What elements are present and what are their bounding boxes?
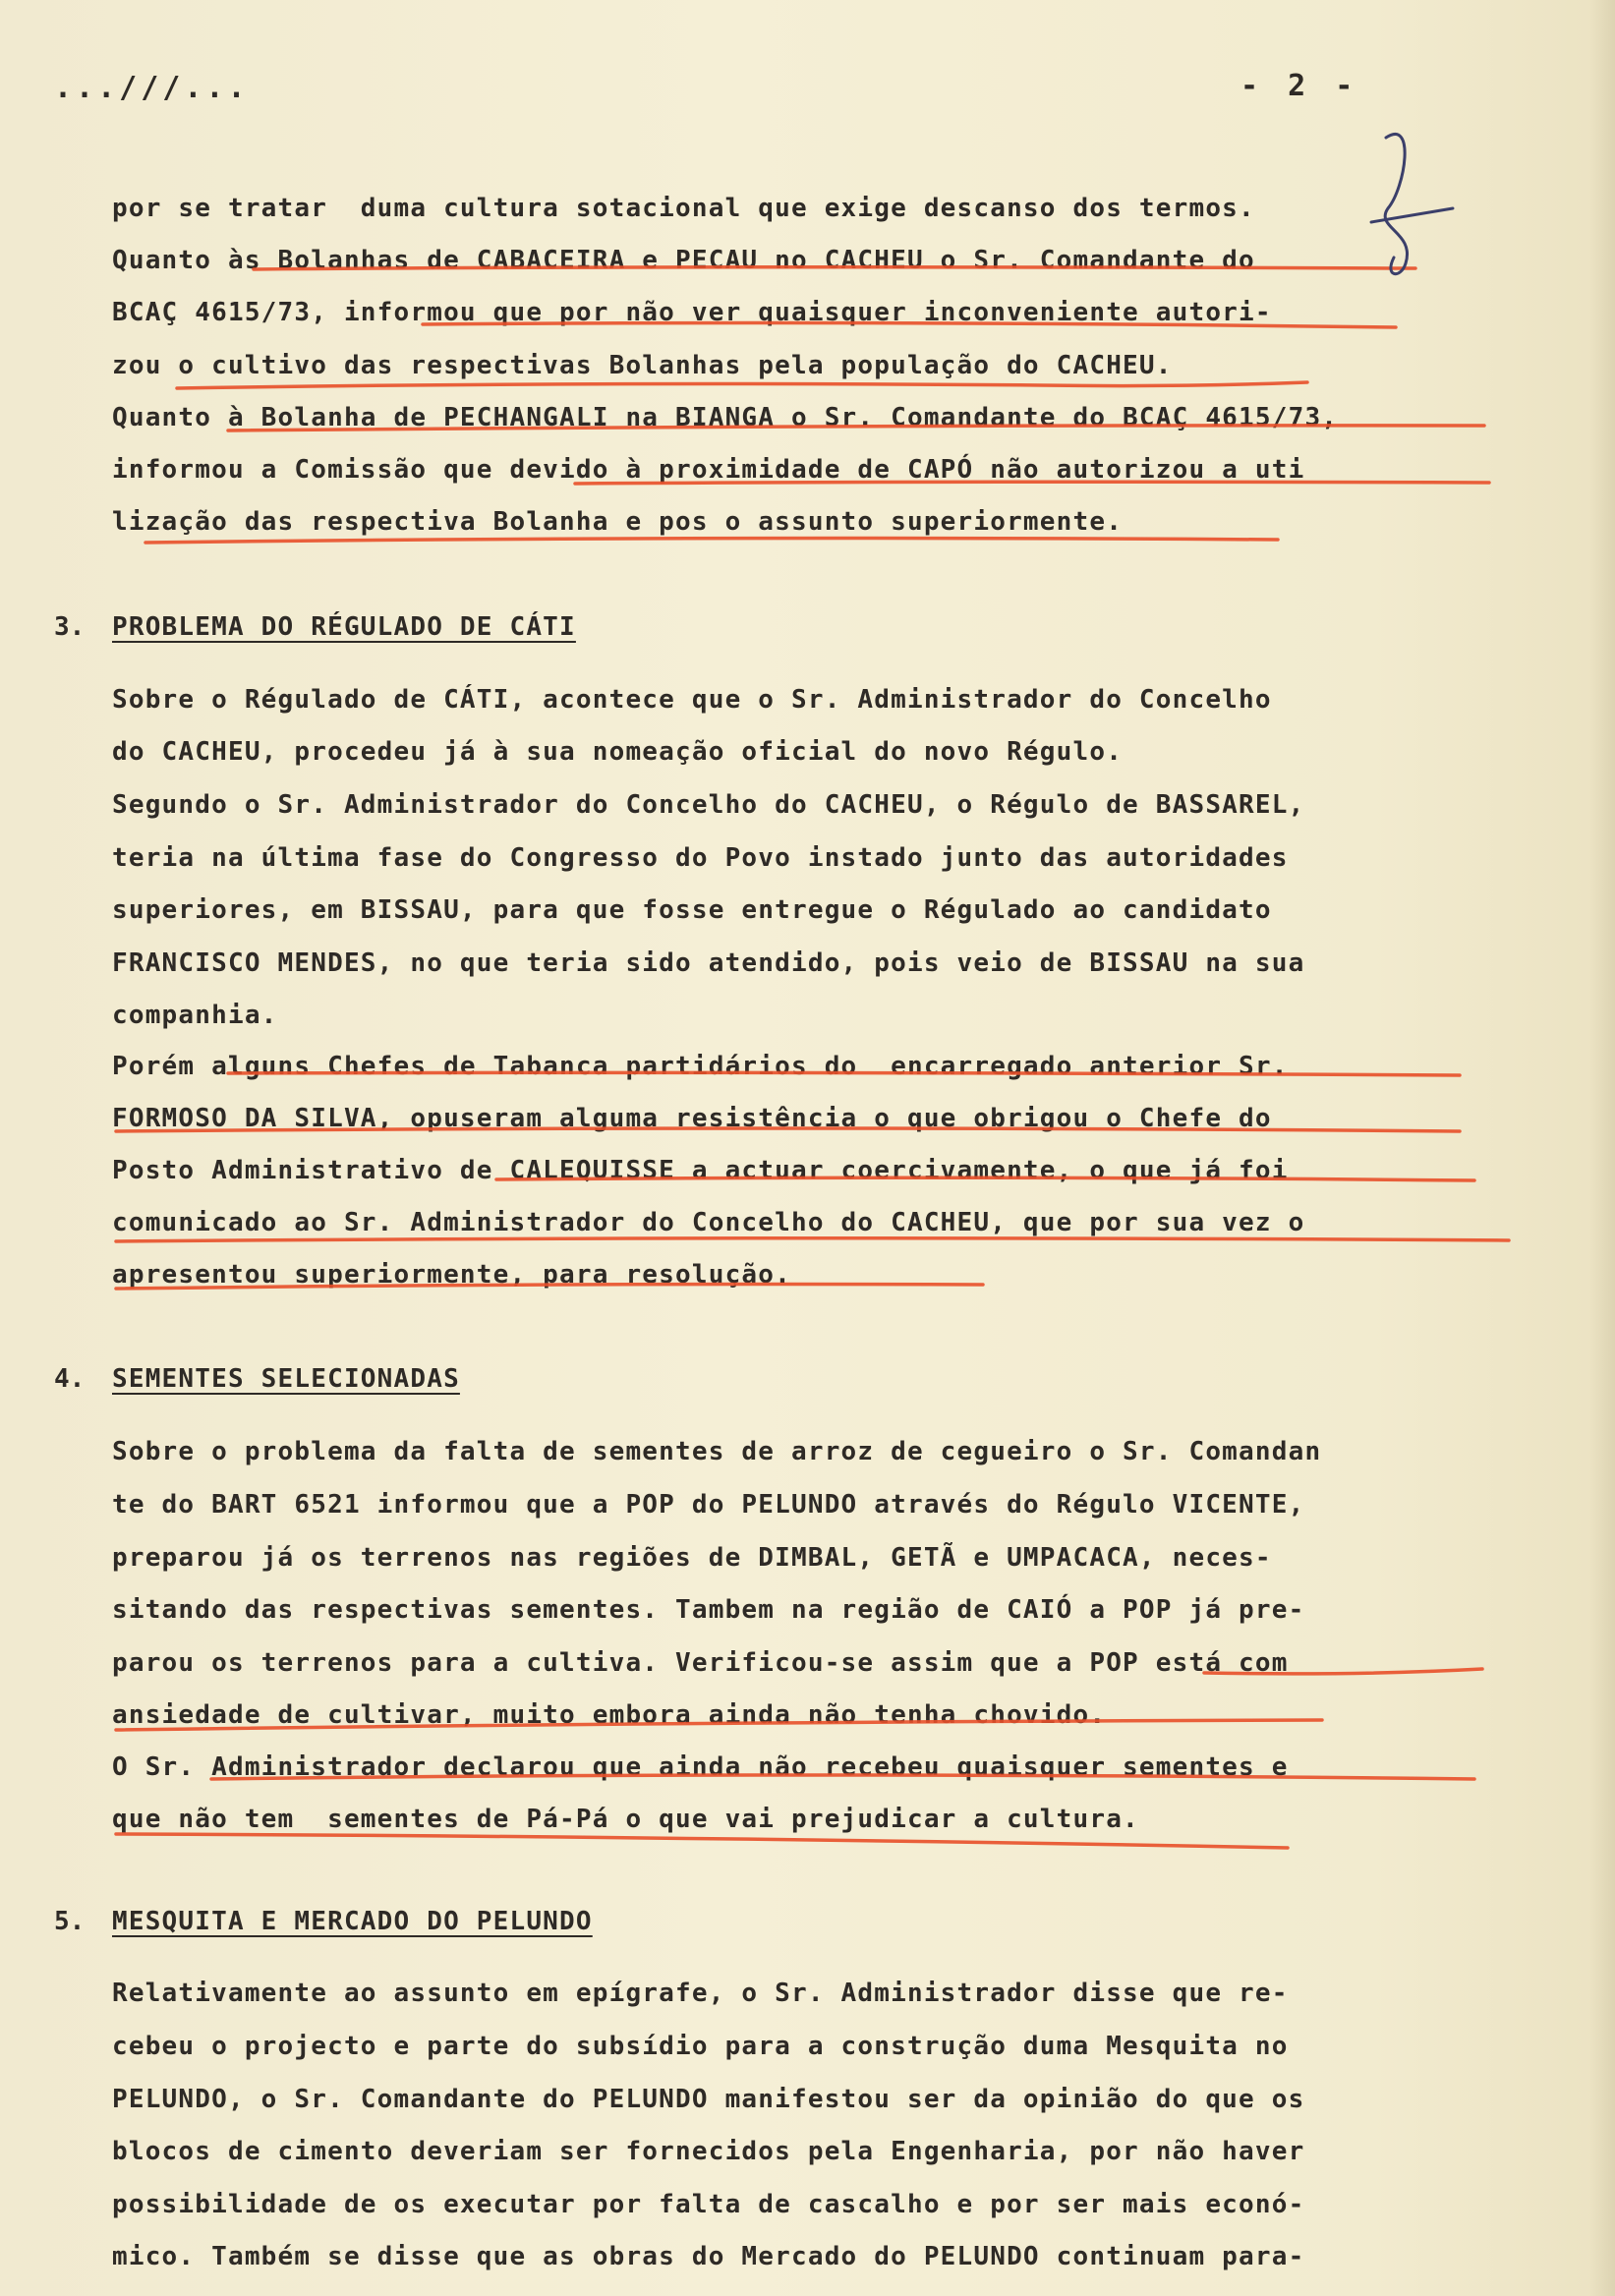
section-heading: MESQUITA E MERCADO DO PELUNDO	[112, 1907, 593, 1936]
signature-mark	[1371, 134, 1453, 273]
text-line: comunicado ao Sr. Administrador do Concelho do CACHEU, que por sua vez o	[112, 1208, 1305, 1237]
text-line: ansiedade de cultivar, muito embora ainda não tenha chovido.	[112, 1700, 1107, 1730]
section-heading: PROBLEMA DO RÉGULADO DE CÁTI	[112, 612, 576, 642]
text-line: teria na última fase do Congresso do Povo instado junto das autoridades	[112, 843, 1289, 873]
red-underline	[116, 1834, 1288, 1848]
text-line: Porém alguns Chefes de Tabanca partidários do encarregado anterior Sr.	[112, 1052, 1289, 1081]
red-underline	[496, 1177, 1474, 1180]
text-line: apresentou superiormente, para resolução.	[112, 1260, 791, 1290]
page-number: - 2 -	[1240, 69, 1359, 103]
text-line: preparou já os terrenos nas regiões de DIMBAL, GETÃ e UMPACACA, neces-	[112, 1543, 1272, 1573]
text-line: companhia.	[112, 1001, 278, 1030]
continuation-mark: ...///...	[54, 71, 250, 105]
text-line: cebeu o projecto e parte do subsídio para a construção duma Mesquita no	[112, 2032, 1289, 2061]
text-line: FRANCISCO MENDES, no que teria sido atendido, pois veio de BISSAU na sua	[112, 948, 1305, 978]
section-number: 5.	[54, 1907, 86, 1936]
text-line: Sobre o Régulado de CÁTI, acontece que o Sr. Administrador do Concelho	[112, 685, 1272, 715]
text-line: Quanto à Bolanha de PECHANGALI na BIANGA o Sr. Comandante do BCAÇ 4615/73,	[112, 403, 1339, 432]
text-line: Posto Administrativo de CALEQUISSE a actuar coercivamente, o que já foi	[112, 1156, 1289, 1185]
red-underline	[116, 1720, 1322, 1730]
text-line: PELUNDO, o Sr. Comandante do PELUNDO manifestou ser da opinião do que os	[112, 2085, 1305, 2114]
section-number: 3.	[54, 612, 86, 642]
text-line: Relativamente ao assunto em epígrafe, o Sr. Administrador disse que re-	[112, 1979, 1289, 2008]
text-line: Quanto às Bolanhas de CABACEIRA e PECAU no CACHEU o Sr. Comandante do	[112, 246, 1255, 275]
red-underline	[1204, 1669, 1482, 1674]
text-line: BCAÇ 4615/73, informou que por não ver quaisquer inconveniente autori-	[112, 298, 1272, 327]
red-underline	[116, 1128, 1460, 1131]
text-line: te do BART 6521 informou que a POP do PELUNDO através do Régulo VICENTE,	[112, 1490, 1305, 1520]
text-line: que não tem sementes de Pá-Pá o que vai prejudicar a cultura.	[112, 1805, 1139, 1834]
text-line: possibilidade de os executar por falta de cascalho e por ser mais econó-	[112, 2190, 1305, 2219]
red-underline	[116, 1285, 983, 1290]
text-line: blocos de cimento deveriam ser fornecidos pela Engenharia, por não haver	[112, 2137, 1305, 2166]
section-number: 4.	[54, 1364, 86, 1394]
red-underline	[145, 539, 1278, 543]
section-heading: SEMENTES SELECIONADAS	[112, 1364, 460, 1394]
text-line: do CACHEU, procedeu já à sua nomeação oficial do novo Régulo.	[112, 737, 1124, 767]
red-underline	[575, 482, 1489, 484]
text-line: mico. Também se disse que as obras do Mercado do PELUNDO continuam para-	[112, 2242, 1305, 2271]
text-line: O Sr. Administrador declarou que ainda não recebeu quaisquer sementes e	[112, 1752, 1289, 1782]
red-underline	[116, 1238, 1509, 1241]
text-line: superiores, em BISSAU, para que fosse entregue o Régulado ao candidato	[112, 895, 1272, 925]
handwritten-initials-mark	[1371, 134, 1453, 273]
text-line: Segundo o Sr. Administrador do Concelho do CACHEU, o Régulo de BASSAREL,	[112, 790, 1305, 820]
red-underline	[423, 323, 1396, 327]
red-underline	[177, 382, 1307, 388]
text-line: FORMOSO DA SILVA, opuseram alguma resistência o que obrigou o Chefe do	[112, 1104, 1272, 1133]
text-line: sitando das respectivas sementes. Tambem na região de CAIÓ a POP já pre-	[112, 1595, 1305, 1625]
text-line: por se tratar duma cultura sotacional que exige descanso dos termos.	[112, 194, 1255, 223]
text-line: informou a Comissão que devido à proximidade de CAPÓ não autorizou a uti	[112, 455, 1305, 485]
text-line: lização das respectiva Bolanha e pos o assunto superiormente.	[112, 507, 1124, 537]
red-underline	[211, 1775, 1474, 1779]
red-underline	[228, 1072, 1460, 1075]
text-line: zou o cultivo das respectivas Bolanhas pela população do CACHEU.	[112, 351, 1173, 380]
red-underline	[254, 267, 1415, 269]
text-line: Sobre o problema da falta de sementes de arroz de cegueiro o Sr. Comandan	[112, 1437, 1322, 1466]
red-underline	[228, 426, 1484, 430]
text-line: parou os terrenos para a cultiva. Verificou-se assim que a POP está com	[112, 1648, 1289, 1678]
